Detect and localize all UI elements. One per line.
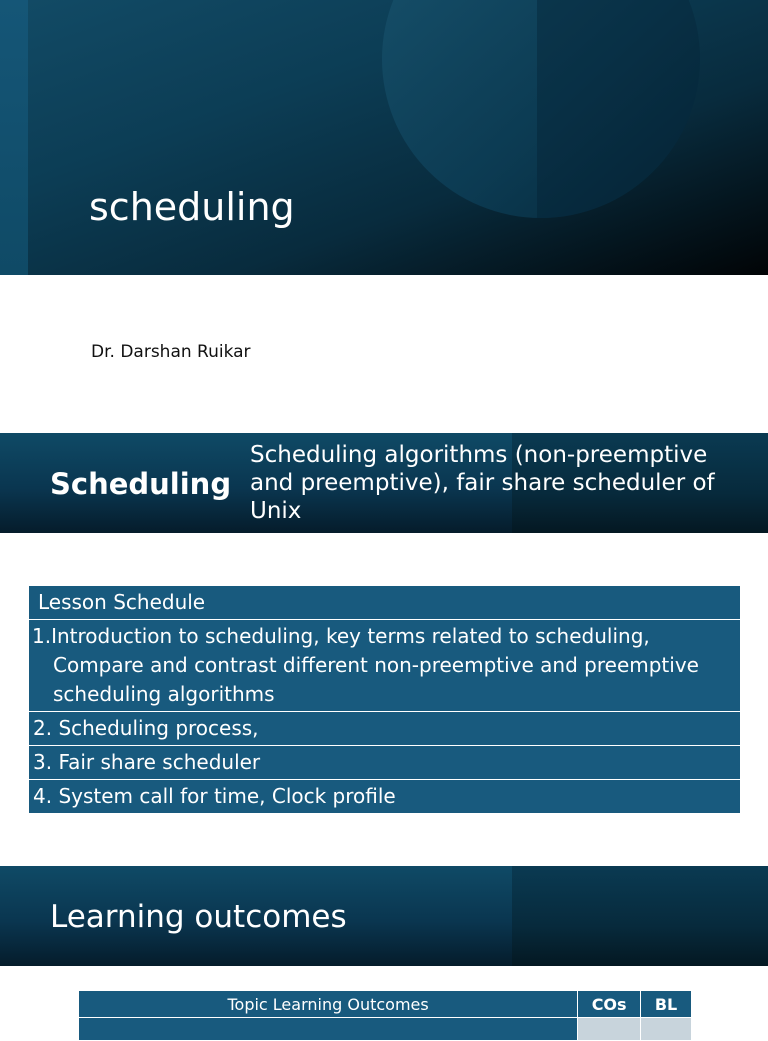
lesson-item: 4. System call for time, Clock profile	[29, 780, 741, 814]
table-row	[79, 1018, 692, 1041]
lesson-schedule-header: Lesson Schedule	[29, 586, 741, 620]
table-cell	[641, 1018, 692, 1041]
table-header-row	[29, 586, 741, 620]
table-row	[29, 620, 741, 712]
outcomes-heading: Learning outcomes	[50, 899, 347, 935]
lesson-item: 1.Introduction to scheduling, key terms related to scheduling, Compare and contrast different non-preemptive and preemptive scheduling algorithms	[29, 620, 741, 712]
learning-outcomes-table	[78, 990, 692, 1041]
title-slide-banner	[0, 0, 768, 275]
topic-description: Scheduling algorithms (non-preemptive and preemptive), fair share scheduler of Unix	[250, 442, 715, 524]
outcomes-slide-banner	[0, 866, 768, 966]
decorative-circle-shade	[537, 0, 702, 230]
banner-side-strip	[0, 0, 28, 275]
table-cell	[79, 1018, 578, 1041]
topic-slide-banner	[0, 433, 768, 533]
topic-heading: Scheduling	[50, 467, 232, 501]
column-header-bl: BL	[641, 991, 692, 1018]
slide-title: scheduling	[89, 185, 295, 229]
lesson-item: 3. Fair share scheduler	[29, 746, 741, 780]
table-header-row	[79, 991, 692, 1018]
table-row	[29, 746, 741, 780]
column-header-cos: COs	[578, 991, 641, 1018]
author-name: Dr. Darshan Ruikar	[91, 342, 251, 362]
table-row	[29, 780, 741, 814]
table-row	[29, 712, 741, 746]
lesson-item: 2. Scheduling process,	[29, 712, 741, 746]
column-header-topic: Topic Learning Outcomes	[79, 991, 578, 1018]
banner-right-panel	[512, 866, 768, 966]
table-cell	[578, 1018, 641, 1041]
lesson-schedule-table	[28, 585, 741, 814]
